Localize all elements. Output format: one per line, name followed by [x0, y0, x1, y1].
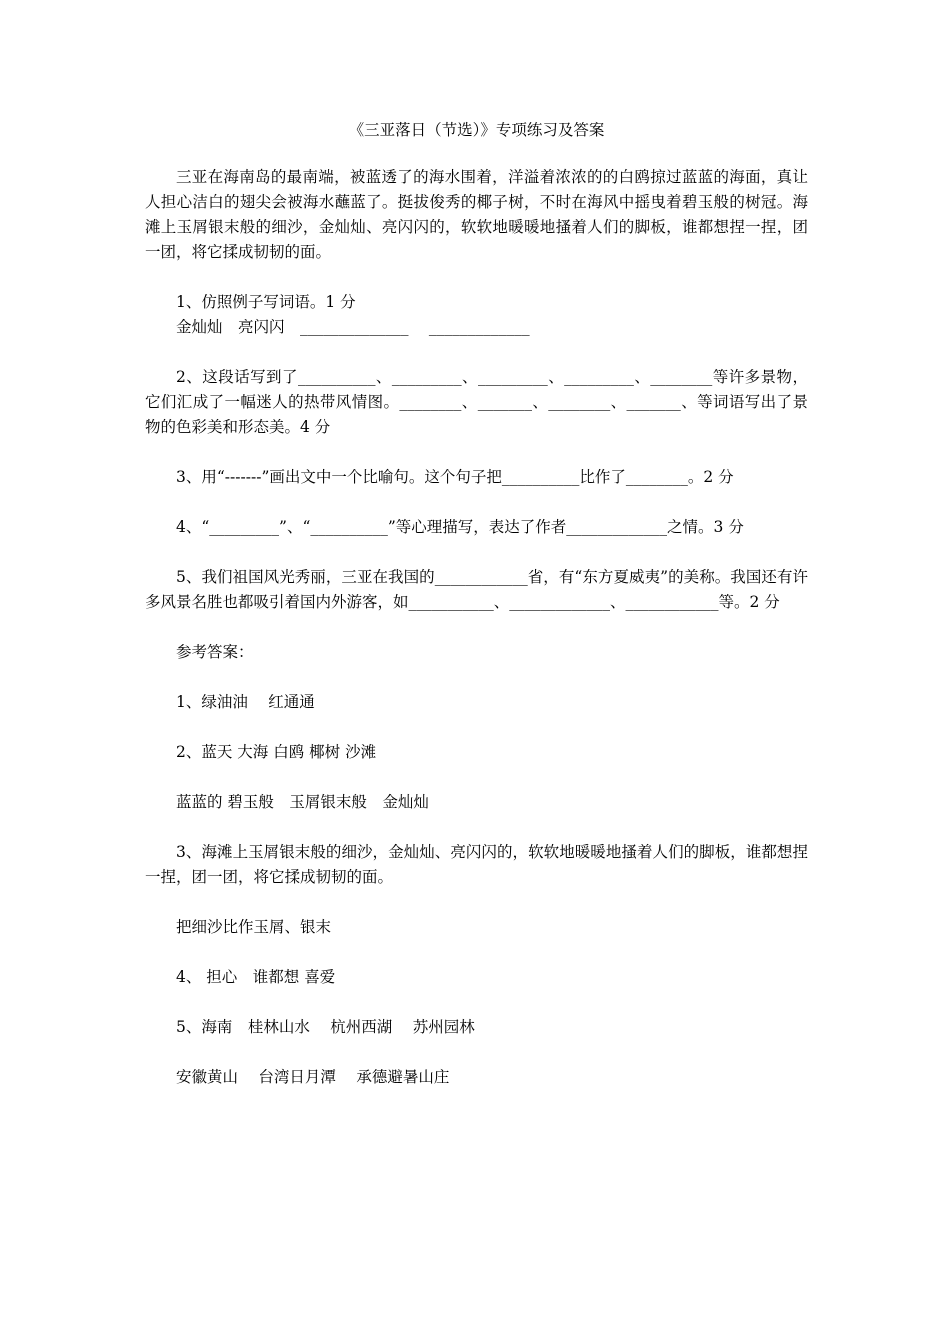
answer-3-line-2: 把细沙比作玉屑、银末 — [176, 918, 332, 936]
answer-5-line-2: 安徽黄山 台湾日月潭 承德避暑山庄 — [176, 1068, 450, 1086]
spacer — [145, 615, 808, 640]
spacer — [145, 1040, 808, 1065]
question-1-prompt: 1、仿照例子写词语。1 分 — [176, 293, 356, 311]
spacer — [145, 540, 808, 565]
question-5: 5、我们祖国风光秀丽，三亚在我国的____________省，有“东方夏威夷”的美称。我国还有许多风景名胜也都吸引着国内外游客，如___________、_____________、____________等。2 分 — [145, 568, 808, 611]
spacer — [145, 665, 808, 690]
question-2: 2、这段话写到了__________、_________、_________、_________、________等许多景物，它们汇成了一幅迷人的热带风情图。________、_______、________、_______、等词语写出了景物的色彩美和形态美。4 分 — [145, 368, 808, 436]
answer-5-line-1: 5、海南 桂林山水 杭州西湖 苏州园林 — [176, 1018, 475, 1036]
answer-1: 1、绿油油 红通通 — [176, 693, 315, 711]
answer-2-line-1: 2、蓝天 大海 白鸥 椰树 沙滩 — [176, 743, 377, 761]
question-3: 3、用“-------”画出文中一个比喻句。这个句子把__________比作了________。2 分 — [176, 468, 734, 486]
spacer — [145, 490, 808, 515]
passage-paragraph: 三亚在海南岛的最南端，被蓝透了的海水围着，洋溢着浓浓的的白鸥掠过蓝蓝的海面，真让人担心洁白的翅尖会被海水蘸蓝了。挺拔俊秀的椰子树，不时在海风中摇曳着碧玉般的树冠。海滩上玉屑银末般的细沙，金灿灿、亮闪闪的，软软地暖暖地搔着人们的脚板，谁都想捏一捏，团一团，将它揉成韧韧的面。 — [145, 168, 808, 261]
document-title: 《三亚落日（节选）》专项练习及答案 — [348, 121, 605, 139]
document-page — [145, 118, 808, 1090]
spacer — [145, 765, 808, 790]
question-4: 4、“_________”、“__________”等心理描写，表达了作者_____________之情。3 分 — [176, 518, 744, 536]
spacer — [145, 815, 808, 840]
spacer — [145, 340, 808, 365]
question-1-example: 金灿灿 亮闪闪 ______________ _____________ — [176, 318, 530, 336]
spacer — [145, 890, 808, 915]
answers-heading: 参考答案： — [176, 643, 254, 661]
answer-2-line-2: 蓝蓝的 碧玉般 玉屑银末般 金灿灿 — [176, 793, 429, 811]
answer-3-line-1: 3、海滩上玉屑银末般的细沙，金灿灿、亮闪闪的，软软地暖暖地搔着人们的脚板，谁都想捏一捏，团一团，将它揉成韧韧的面。 — [145, 843, 808, 886]
answer-4: 4、 担心 谁都想 喜爱 — [176, 968, 336, 986]
spacer — [145, 940, 808, 965]
spacer — [145, 990, 808, 1015]
spacer — [145, 440, 808, 465]
spacer — [145, 265, 808, 290]
spacer — [145, 715, 808, 740]
